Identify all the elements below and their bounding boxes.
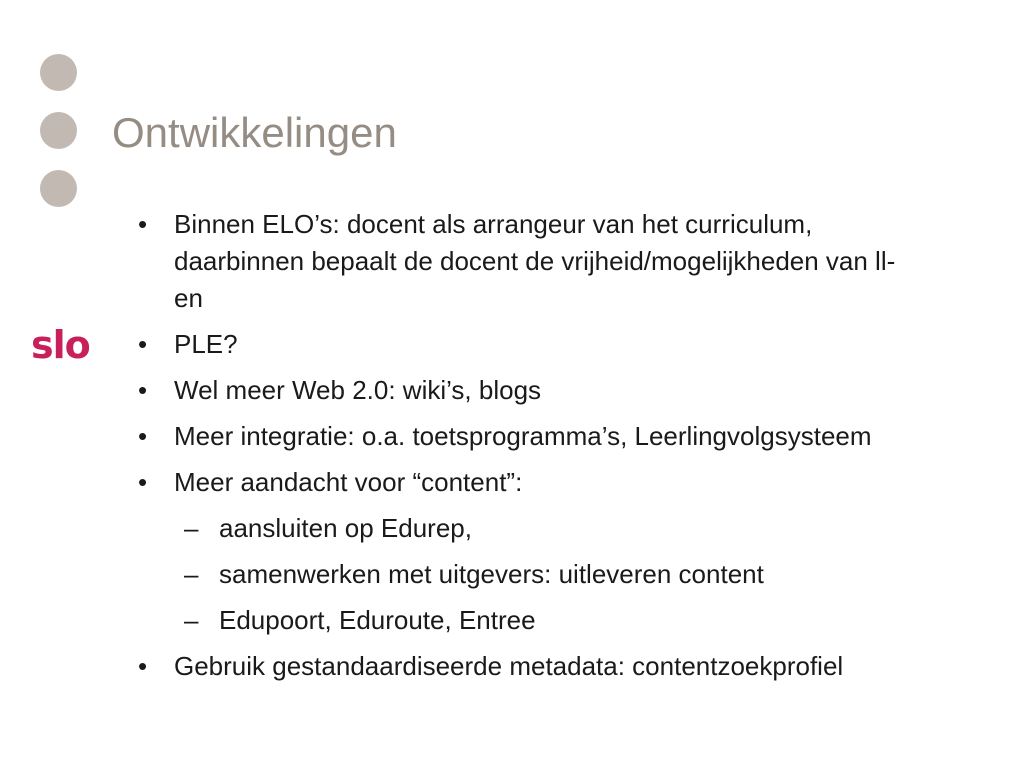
sub-bullet-marker: – <box>184 513 199 543</box>
bullet-marker: • <box>138 375 148 405</box>
slide-title: Ontwikkelingen <box>112 109 397 156</box>
bullet-text: Gebruik gestandaardiseerde metadata: contentzoekprofiel <box>174 651 844 681</box>
bullet-text: Meer aandacht voor “content”: <box>174 467 523 497</box>
bullet-marker: • <box>138 467 148 497</box>
decorative-dot-1 <box>40 54 77 91</box>
bullet-item <box>132 464 912 501</box>
bullet-text: Meer integratie: o.a. toetsprogramma’s, Leerlingvolgsysteem <box>174 421 872 451</box>
sub-bullet-text: Edupoort, Eduroute, Entree <box>219 605 536 635</box>
bullet-marker: • <box>138 651 148 681</box>
bullet-text: PLE? <box>174 329 238 359</box>
sub-bullet-item <box>132 602 912 639</box>
sub-bullet-item <box>132 556 912 593</box>
bullet-text: Wel meer Web 2.0: wiki’s, blogs <box>174 375 542 405</box>
sub-bullet-text: samenwerken met uitgevers: uitleveren content <box>219 559 764 589</box>
bullet-item <box>132 206 912 317</box>
slo-logo: slo <box>31 323 90 367</box>
sub-bullet-item <box>132 510 912 547</box>
sub-bullet-marker: – <box>184 605 199 635</box>
bullet-marker: • <box>138 209 148 239</box>
bullet-text: Binnen ELO’s: docent als arrangeur van het curriculum, daarbinnen bepaalt de docent de vrijheid/mogelijkheden van ll-en <box>174 209 896 313</box>
bullet-marker: • <box>138 421 148 451</box>
bullet-item <box>132 648 912 685</box>
bullet-marker: • <box>138 329 148 359</box>
sub-bullet-text: aansluiten op Edurep, <box>219 513 472 543</box>
decorative-dot-3 <box>40 170 77 207</box>
decorative-dot-2 <box>40 112 77 149</box>
sub-bullet-marker: – <box>184 559 199 589</box>
bullet-list <box>132 206 912 694</box>
bullet-item <box>132 372 912 409</box>
bullet-item <box>132 418 912 455</box>
bullet-item <box>132 326 912 363</box>
